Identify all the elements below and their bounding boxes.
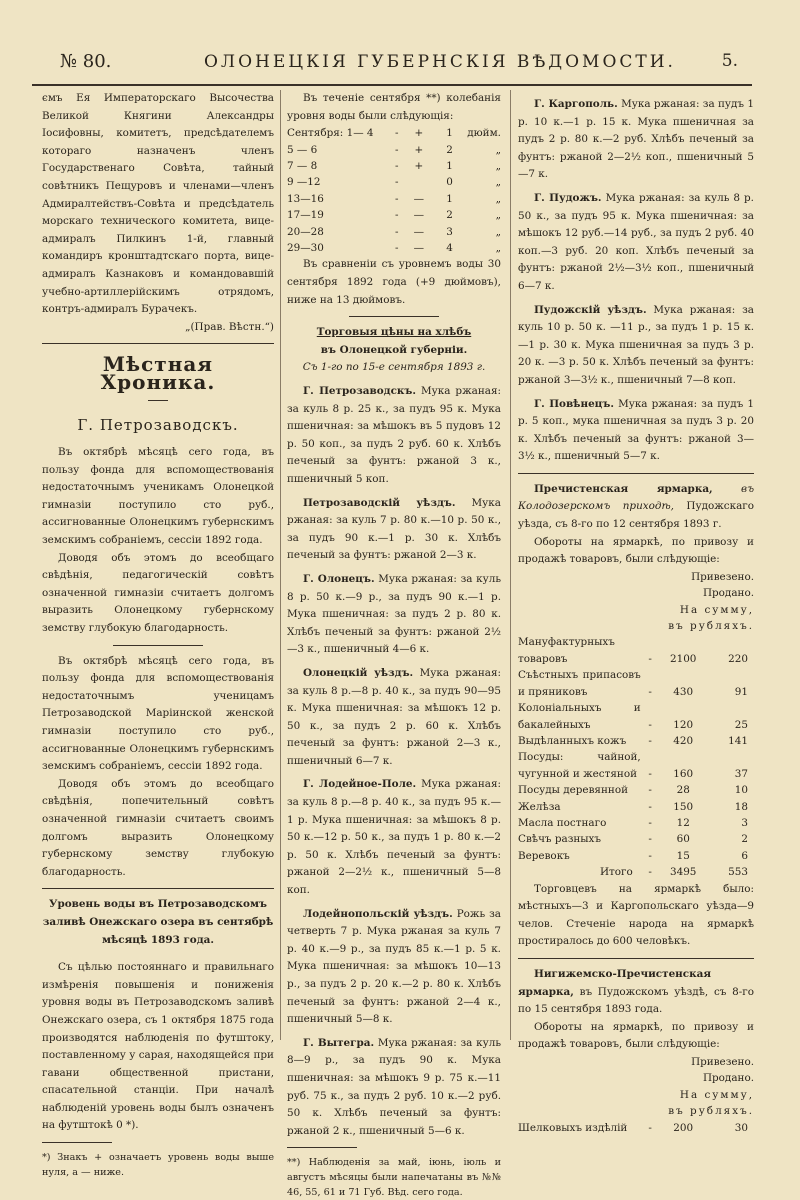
total-sold: 553 <box>728 866 748 879</box>
water-level-row: 17—19 - — 2 „ <box>287 207 501 223</box>
price-entry <box>287 1035 501 1141</box>
column-3 <box>518 90 754 1136</box>
price-text: Мука ржаная: за куль 7 р. 80 к.—10 р. 50 к., за пудъ 90 к.—1 р. 30 к. Хлѣбъ печеный за фунтъ: ржаной 2—3 к. <box>287 496 501 562</box>
fair-sold: 141 <box>728 734 748 747</box>
water-level-row: Сентября: 1— 4 - + 1 дюйм. <box>287 125 501 141</box>
fair-brought: 160 <box>673 767 694 780</box>
fair2-intro: Обороты на ярмаркѣ, по привозу и продажѣ товаровъ, были слѣдующіе: <box>518 1020 754 1051</box>
fair-brought: 28 <box>676 784 690 797</box>
hdr-sum: На сумму, <box>679 1088 754 1101</box>
level-unit: дюйм. <box>467 127 501 140</box>
level-value: 1 <box>446 192 453 205</box>
hdr-brought: Привезено. <box>691 570 754 583</box>
price-text: Мука ржаная: за куль 8 р.—8 р. 40 к., за пудъ 95 к.—1 р. Мука пшеничная: за мѣшокъ 8 р. 50 к.—12 р. 50 к., за пудъ 1 р. 80 к.—2 р. 50 к. Хлѣбъ печеный за фунтъ: ржаной 2—2½ к., пшеничный 5—8 коп. <box>287 778 501 897</box>
column-rule-2 <box>510 90 511 1040</box>
fair-sold: 220 <box>728 652 748 665</box>
fair-row: Выдѣланныхъ кожъ - 420 141 <box>518 733 754 749</box>
fair-goods: Посуды деревянной <box>518 784 629 797</box>
water-level-table <box>287 125 501 256</box>
article-source: „(Прав. Вѣстн.“) <box>185 320 274 333</box>
fair-sold: 3 <box>741 816 748 829</box>
fair-brought: 60 <box>676 833 690 846</box>
price-text: Мука ржаная: за куль 8 р.—8 р. 40 к., за пудъ 90—95 к. Мука пшеничная: за мѣшокъ 12 р. 50 к., за пудъ 2 р. 60 к. Хлѣбъ печеный за фунтъ: ржаной 2—3 к., пшеничный 6—7 к. <box>287 666 501 767</box>
continued-article-text: ємъ Ея Императорскаго Высочества Великой Княгини Александры Іосифовны, комитетъ, предсѣдателемъ котораго назначенъ членъ Государственаго Совѣта, тайный совѣтникъ Пещуровъ и членами—членъ Адмиралтействъ-Совѣта и предсѣдатель морскаго технического комитета, вице-адмиралъ Пилкинъ 1-й, главный командиръ кронштадтскаго порта, вице-адмиралъ Казнаковъ и командовавшій учебно-артиллерійскимъ отрядомъ, контръ-адмиралъ Бурачекъ. <box>42 92 274 316</box>
fair-row: Посуды: чайной, чугунной и жестяной - 160 37 <box>518 749 754 782</box>
fair2-table <box>518 1054 754 1136</box>
fair-goods: Посуды: чайной, чугунной и жестяной <box>518 751 641 780</box>
hdr-sum: На сумму, <box>679 603 754 616</box>
price-entries <box>518 96 754 466</box>
fair-goods: Колоніальныхъ и бакалейныхъ <box>518 702 641 731</box>
price-place: Лодейнопольскій уѣздъ. <box>303 907 453 920</box>
fair-sold: 18 <box>734 800 748 813</box>
level-sign: — <box>413 242 424 255</box>
footnote-rule <box>287 1147 357 1148</box>
price-place: Г. Олонецъ. <box>303 572 375 585</box>
level-dates: 13—16 <box>287 192 324 205</box>
water-level-row: 9 —12 - 0 „ <box>287 174 501 190</box>
fair-row: Масла постнаго - 12 3 <box>518 815 754 831</box>
level-value: 3 <box>446 225 453 238</box>
level-unit: „ <box>495 209 501 222</box>
fair-brought: 200 <box>673 1121 694 1134</box>
total-brought: 3495 <box>669 866 697 879</box>
title-dash <box>148 400 168 401</box>
level-dates: 17—19 <box>287 209 324 222</box>
price-entry <box>287 495 501 565</box>
hdr-rub: въ рубляхъ. <box>668 620 754 633</box>
level-value: 1 <box>446 127 453 140</box>
price-place: Г. Петрозаводскъ. <box>303 385 417 397</box>
fair1-after: Торговцевъ на ярмаркѣ было: мѣстныхъ—3 и Каргопольскаго уѣзда—9 челов. Стеченіе народа на ярмаркѣ простиралось до 600 человѣкъ. <box>518 882 754 948</box>
fair-brought: 150 <box>673 800 694 813</box>
water-level-row: 7 — 8 - + 1 „ <box>287 158 501 174</box>
chronicle-paragraph: Доводя объ этомъ до всеобщаго свѣдѣнія, попечительный совѣтъ означенной гимназіи считаетъ своимъ долгомъ выразить Олонецкому губернскому земству глубокую благодарность. <box>42 777 274 878</box>
issue-number: № 80. <box>60 51 112 72</box>
fair-row: Колоніальныхъ и бакалейныхъ - 120 25 <box>518 700 754 733</box>
level-sign <box>409 174 429 190</box>
fair-brought: 430 <box>673 685 694 698</box>
chronicle-paragraph: Въ октябрѣ мѣсяцѣ сего года, въ пользу фонда для вспомоществованія недостаточнымъ ученикамъ Олонецкой гимназіи поступило сто руб., ассигнованные Олонецкимъ губернскимъ земскимъ собраніемъ, сессіи 1892 года. <box>42 446 274 547</box>
water-level-row: 29—30 - — 4 „ <box>287 240 501 256</box>
price-entry <box>518 96 754 184</box>
divider <box>518 473 754 474</box>
hdr-sold: Продано. <box>702 587 754 600</box>
price-text: Мука ржаная: за пудъ 1 р. 10 к.—1 р. 15 к. Мука пшеничная за пудъ 2 р. 80 к.—2 руб. Хлѣбъ печеный за фунтъ: ржаной 2—2½ коп., пшеничный 5—7 к. <box>518 98 754 181</box>
price-place: Г. Вытегра. <box>303 1036 375 1049</box>
chronicle-paragraph: Въ октябрѣ мѣсяцѣ сего года, въ пользу фонда для вспомоществованія недостаточнымъ ученицамъ Петрозаводской Маріинской женской гимназіи поступило сто руб., ассигнованные Олонецкимъ губернскимъ земскимъ собраніемъ, сессіи 1892 года. <box>42 654 274 773</box>
fair-goods: Веревокъ <box>518 849 570 862</box>
fair-row: Мануфактурныхъ товаровъ - 2100 220 <box>518 634 754 667</box>
fair-sold: 25 <box>734 718 748 731</box>
price-entry <box>518 396 754 466</box>
divider <box>42 343 274 344</box>
price-place: Олонецкій уѣздъ. <box>303 666 414 679</box>
price-place: Г. Лодейное-Поле. <box>303 778 417 791</box>
footnote: *) Знакъ + означаетъ уровень воды выше нуля, а — ниже. <box>42 1152 274 1179</box>
level-sign: — <box>413 209 424 222</box>
fair-row: Веревокъ - 15 6 <box>518 848 754 864</box>
fair-goods: Выдѣланныхъ кожъ <box>518 734 627 747</box>
level-unit: „ <box>495 192 501 205</box>
fair-sold: 37 <box>734 767 748 780</box>
page-header <box>32 44 752 86</box>
fair-brought: 15 <box>676 849 690 862</box>
fair1-total: Итого - 3495 553 <box>518 864 754 880</box>
divider <box>349 316 439 317</box>
prices-period: Съ 1-го по 15-е сентября 1893 г. <box>302 361 486 374</box>
price-text: Мука ржаная: за куль 10 р. 50 к. —11 р., за пудъ 1 р. 15 к. —1 р. 30 к. Мука пшеничная за пудъ 3 р. 20 к. —3 р. 50 к. Хлѣбъ печеный за фунтъ: ржаной 3—3½ к., пшеничный 7—8 коп. <box>518 303 754 386</box>
level-sign: + <box>414 160 424 172</box>
fair-sold: 91 <box>734 685 748 698</box>
fair-goods: Мануфактурныхъ товаровъ <box>518 636 615 665</box>
level-unit: „ <box>495 176 501 189</box>
chronicle-paragraph: Доводя объ этомъ до всеобщаго свѣдѣнія, педагогическій совѣтъ означенной гимназіи считаетъ долгомъ выразить Олонецкому губернскому земству глубокую благодарность. <box>42 551 274 635</box>
divider <box>42 888 274 889</box>
price-entries <box>287 383 501 1140</box>
price-entry <box>287 906 501 1029</box>
fair-brought: 420 <box>673 734 694 747</box>
fair1-heading <box>518 481 754 534</box>
fair-row: Съѣстныхъ припасовъ и пряниковъ - 430 91 <box>518 667 754 700</box>
divider <box>113 645 203 646</box>
water-intro: Въ теченіе сентября **) колебанія уровня воды были слѣдующія: <box>287 92 501 122</box>
fair1-title: Пречистенская ярмарка, <box>534 482 713 495</box>
fair1-intro: Обороты на ярмаркѣ, по привозу и продажѣ товаровъ, были слѣдующіе: <box>518 535 754 566</box>
level-sign: — <box>413 192 424 205</box>
fair1-table <box>518 569 754 864</box>
level-value: 2 <box>446 209 453 222</box>
fair-row: Свѣчъ разныхъ - 60 2 <box>518 831 754 847</box>
price-text: Мука ржаная: за куль 8 р. 50 к.—9 р., за пудъ 90 к.—1 р. Мука пшеничная: за пудъ 2 р. 80 к. Хлѣбъ печеный за фунтъ: ржаной 2½—3 к., пшеничный 4—6 к. <box>287 572 501 656</box>
price-text: Мука ржаная: за пудъ 1 р. 5 коп., мука пшеничная за пудъ 3 р. 20 к. Хлѣбъ печеный за фунтъ: ржаной 3—3½ к., пшеничный 5—7 к. <box>518 397 754 463</box>
section-title: Мѣстная Хроника. <box>100 352 216 394</box>
fair-sold: 6 <box>741 849 748 862</box>
prices-subtitle: въ Олонецкой губерніи. <box>320 343 468 356</box>
divider <box>518 958 754 959</box>
fair-row: Желѣза - 150 18 <box>518 799 754 815</box>
level-unit: „ <box>495 160 501 172</box>
level-sign: + <box>414 127 424 140</box>
level-dates: Сентября: 1— 4 <box>287 127 374 140</box>
fair-sold: 2 <box>741 833 748 846</box>
hdr-brought: Привезено. <box>691 1055 754 1068</box>
price-entry <box>518 302 754 390</box>
level-unit: „ <box>495 143 501 156</box>
price-entry <box>518 190 754 296</box>
total-label: Итого <box>599 866 633 879</box>
water-level-title: Уровень воды въ Петрозаводскомъ заливѣ Онежскаго озера въ сентябрѣ мѣсяцѣ 1893 года. <box>42 898 274 946</box>
newspaper-title: ОЛОНЕЦКІЯ ГУБЕРНСКІЯ ВѢДОМОСТИ. <box>204 52 676 72</box>
fair2-title: Нигижемско-Пречистенская ярмарка, <box>518 967 712 998</box>
fair-goods: Желѣза <box>518 800 561 813</box>
footnote-rule <box>42 1142 112 1143</box>
fair2-rest: въ Пудожскомъ уѣздѣ, съ 8-го по 15 сентября 1893 года. <box>518 985 754 1016</box>
fair-goods: Шелковыхъ издѣлій <box>518 1121 628 1134</box>
price-entry <box>287 776 501 899</box>
level-sign: + <box>414 143 424 156</box>
level-dates: 7 — 8 <box>287 160 318 172</box>
price-place: Г. Повѣнецъ. <box>534 397 614 410</box>
fair1-rest: Пудожскаго уѣзда, съ 8-го по 12 сентября 1893 г. <box>518 500 754 531</box>
level-dates: 5 — 6 <box>287 143 318 156</box>
price-place: Г. Каргополь. <box>534 98 618 110</box>
column-rule-1 <box>280 90 281 1040</box>
fair-brought: 120 <box>673 718 694 731</box>
level-value: 0 <box>446 176 453 189</box>
fair-goods: Съѣстныхъ припасовъ и пряниковъ <box>518 669 641 698</box>
fair-sold: 30 <box>734 1121 748 1134</box>
prices-title: Торговыя цѣны на хлѣбъ <box>316 326 472 339</box>
water-level-row: 20—28 - — 3 „ <box>287 224 501 240</box>
city-heading: Г. Петрозаводскъ. <box>77 415 239 434</box>
hdr-sold: Продано. <box>702 1072 754 1085</box>
fair-row: Посуды деревянной - 28 10 <box>518 782 754 798</box>
level-unit: „ <box>495 225 501 238</box>
price-place: Петрозаводскій уѣздъ. <box>303 496 456 509</box>
page-number: 5. <box>721 51 738 71</box>
column-1 <box>42 90 274 1180</box>
price-text: Рожь за четверть 7 р. Мука ржаная за куль 7 р. 40 к.—9 р., за пудъ 85 к.—1 р. 5 к. Мука пшеничная: за мѣшокъ 10—13 р., за пудъ 2 р. 20 к.—2 р. 80 к. Хлѣбъ печеный за фунтъ: ржаной 2—4 к., пшеничный 5—8 к. <box>287 907 501 1026</box>
level-sign: — <box>413 225 424 238</box>
fair-goods: Масла постнаго <box>518 816 607 829</box>
price-text: Мука ржаная: за куль 8—9 р., за пудъ 90 к. Мука пшеничная: за мѣшокъ 9 р. 75 к.—11 руб. 75 к., за пудъ 2 руб. 10 к.—2 руб. 50 к. Хлѣбъ печеный за фунтъ: ржаной 2 к., пшеничный 5—6 к. <box>287 1036 501 1137</box>
level-unit: „ <box>495 242 501 255</box>
fair-brought: 12 <box>676 816 690 829</box>
level-dates: 20—28 <box>287 225 324 238</box>
level-value: 2 <box>446 143 453 156</box>
price-text: Мука ржаная: за куль 8 р. 25 к., за пудъ 95 к. Мука пшеничная: за мѣшокъ въ 5 пудовъ 12 р. 50 коп., за пудъ 2 руб. 60 к. Хлѣбъ печеный за фунтъ: ржаной 3 к., пшеничный 5 коп. <box>287 385 502 485</box>
level-dates: 29—30 <box>287 242 324 255</box>
price-text: Мука ржаная: за куль 8 р. 50 к., за пудъ 95 к. Мука пшеничная: за мѣшокъ 12 руб.—14 руб., за пудъ 2 руб. 40 коп.—3 руб. 20 коп. Хлѣбъ печеный за фунтъ: ржаной 2½—3½ коп., пшеничный 6—7 к. <box>518 191 754 292</box>
water-level-row: 13—16 - — 1 „ <box>287 191 501 207</box>
fair-goods: Свѣчъ разныхъ <box>518 833 602 846</box>
level-value: 1 <box>446 160 453 172</box>
price-entry <box>287 571 501 659</box>
column-2 <box>287 90 501 1200</box>
fair1-place: въ Колодозерскомъ приходѣ, <box>518 482 754 513</box>
hdr-rub: въ рубляхъ. <box>668 1105 754 1118</box>
fair2-heading <box>518 966 754 1019</box>
price-entry <box>287 665 501 771</box>
fair-brought: 2100 <box>669 652 697 665</box>
price-entry <box>287 383 501 489</box>
price-place: Пудожскій уѣздъ. <box>534 303 647 316</box>
level-dates: 9 —12 <box>287 176 321 189</box>
level-value: 4 <box>446 242 453 255</box>
footnote: **) Наблюденія за май, іюнь, іюль и августъ мѣсяцы были напечатаны въ №№ 46, 55, 61 и 71 Губ. Вѣд. сего года. <box>287 1157 501 1199</box>
water-level-row: 5 — 6 - + 2 „ <box>287 142 501 158</box>
price-place: Г. Пудожъ. <box>534 191 602 204</box>
water-compare: Въ сравненіи съ уровнемъ воды 30 сентября 1892 года (+9 дюймовъ), ниже на 13 дюймовъ. <box>287 258 501 306</box>
water-level-paragraph: Съ цѣлью постояннаго и правильнаго измѣренія повышенія и пониженія уровня воды въ Петрозаводскомъ заливѣ Онежскаго озера, съ 1 октября 1875 года производятся наблюденія по футштоку, поставленному у сарая, находящейся при гавани общественной пристани, спасательной станціи. При началѣ наблюденій уровень воды былъ означенъ на футштокѣ 0 *). <box>42 961 274 1132</box>
fair-sold: 10 <box>734 784 748 797</box>
fair-row: Шелковыхъ издѣлій - 200 30 <box>518 1120 754 1136</box>
